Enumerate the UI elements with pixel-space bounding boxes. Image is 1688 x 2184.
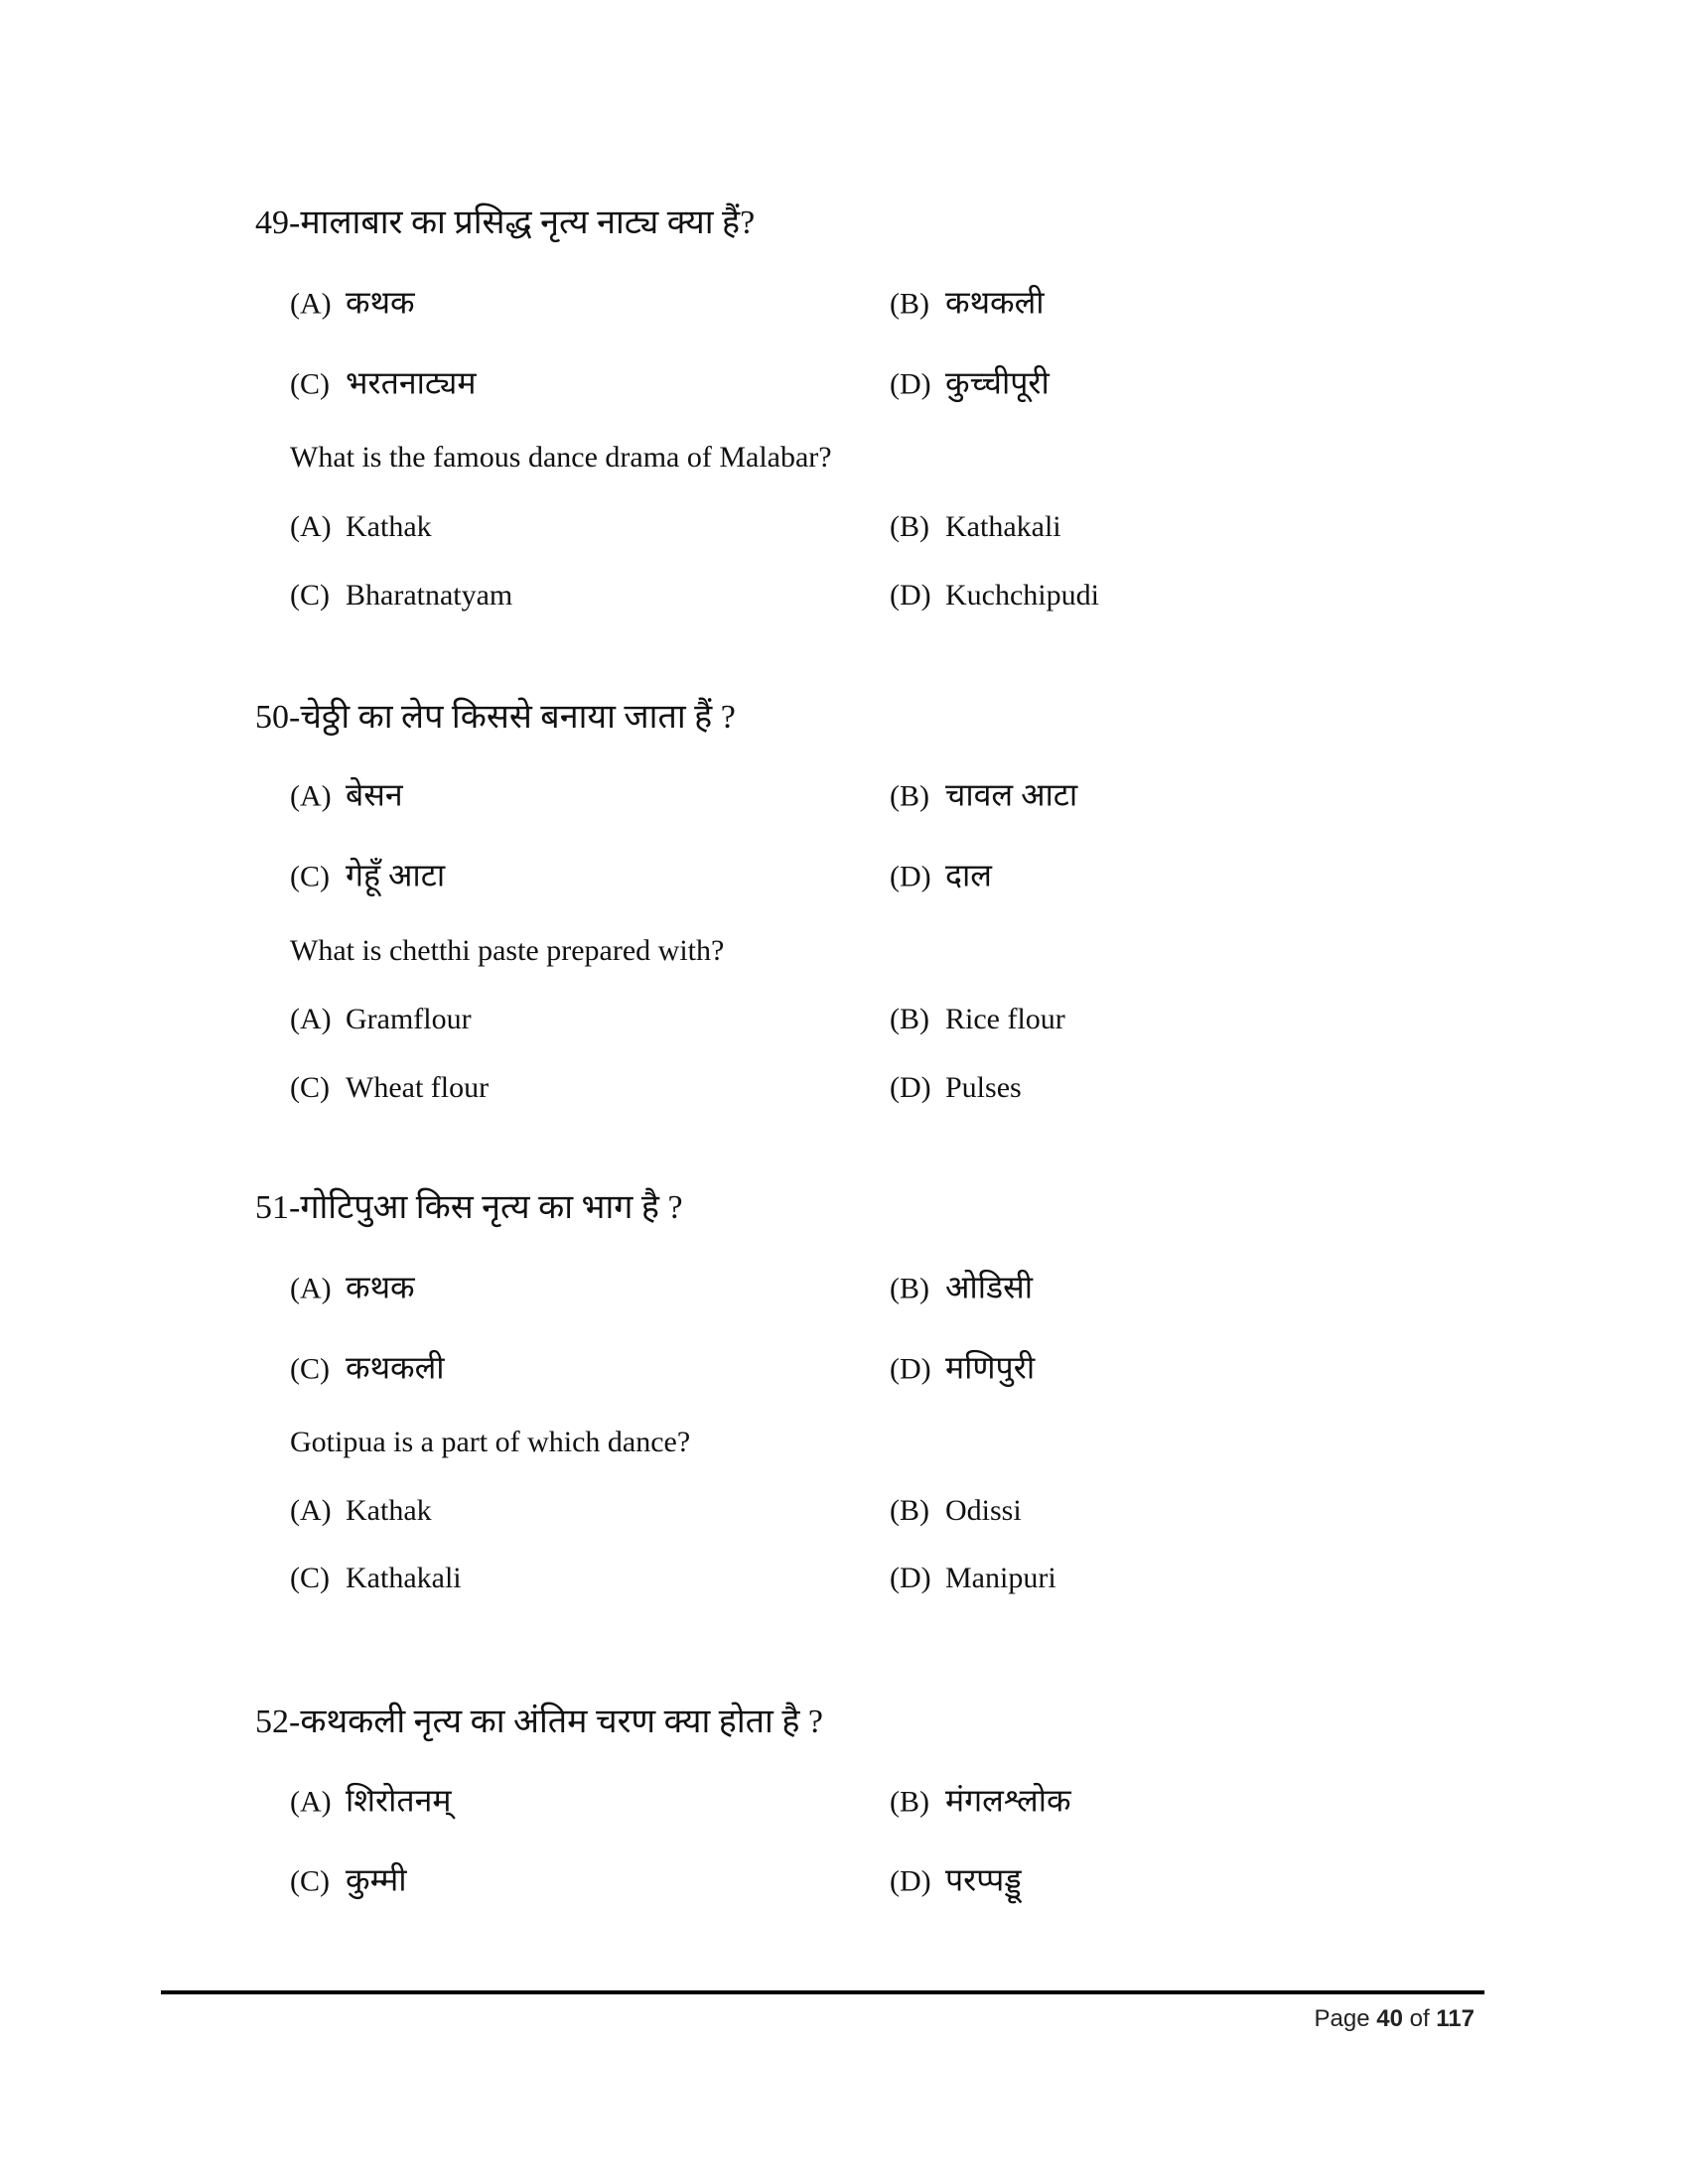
question-49-hindi <box>255 198 755 243</box>
option-text: कुम्मी <box>346 1861 407 1898</box>
option-label: (D) <box>890 1864 931 1898</box>
option-label: (A) <box>290 1494 332 1527</box>
option-label: (C) <box>290 1352 330 1386</box>
option-label: (A) <box>290 1785 332 1819</box>
option-b <box>890 510 1061 544</box>
option-text: Gramflour <box>346 1003 472 1035</box>
option-text: गेहूँ आटा <box>346 857 446 893</box>
option-label: (C) <box>290 579 330 612</box>
question-text: मालाबार का प्रसिद्ध नृत्य नाट्य क्या हैं? <box>300 205 756 241</box>
option-d <box>890 1858 1022 1901</box>
question-51-english: Gotipua is a part of which dance? <box>290 1426 691 1458</box>
option-text: बेसन <box>346 776 403 813</box>
option-b <box>890 281 1045 324</box>
option-text: कथकली <box>346 1349 445 1386</box>
question-number: 50- <box>255 699 301 736</box>
option-text: Odissi <box>945 1494 1022 1527</box>
option-text: Rice flour <box>945 1003 1065 1035</box>
option-c <box>290 579 512 613</box>
question-number: 51- <box>255 1189 301 1226</box>
of-word: of <box>1409 2005 1430 2032</box>
option-d <box>890 1071 1022 1105</box>
option-label: (C) <box>290 367 330 401</box>
option-text: ओडिसी <box>945 1269 1034 1305</box>
option-label: (A) <box>290 510 332 543</box>
option-label: (A) <box>290 779 332 813</box>
option-label: (B) <box>890 779 929 813</box>
option-text: कथक <box>346 284 415 321</box>
option-label: (B) <box>890 1785 929 1819</box>
question-50-hindi <box>255 692 736 738</box>
option-text: मंगलश्लोक <box>945 1782 1071 1819</box>
option-label: (B) <box>890 1494 929 1527</box>
option-label: (A) <box>290 287 332 321</box>
option-c <box>290 1562 462 1595</box>
question-number: 52- <box>255 1704 301 1740</box>
option-text: कथकली <box>945 284 1045 321</box>
option-a <box>290 1779 452 1822</box>
question-51-hindi <box>255 1182 683 1228</box>
option-d <box>890 1562 1056 1595</box>
option-label: (D) <box>890 1352 931 1386</box>
option-b <box>890 1494 1022 1528</box>
option-label: (A) <box>290 1272 332 1305</box>
option-d <box>890 854 992 896</box>
option-c <box>290 1858 407 1901</box>
option-b <box>890 773 1077 816</box>
option-text: Kathakali <box>945 510 1061 543</box>
option-d <box>890 579 1099 613</box>
option-text: Kathak <box>346 510 432 543</box>
option-text: कुच्चीपूरी <box>945 364 1050 401</box>
option-text: Bharatnatyam <box>346 579 513 612</box>
option-label: (D) <box>890 367 931 401</box>
option-c <box>290 854 445 896</box>
option-text: भरतनाट्यम <box>346 364 477 401</box>
option-a <box>290 773 403 816</box>
question-text: कथकली नृत्य का अंतिम चरण क्या होता है ? <box>300 1704 823 1740</box>
option-text: Pulses <box>945 1071 1022 1104</box>
option-label: (C) <box>290 860 330 893</box>
option-a <box>290 1003 472 1036</box>
option-b <box>890 1779 1071 1822</box>
question-text: चेठ्ठी का लेप किससे बनाया जाता हैं ? <box>300 699 736 736</box>
option-label: (D) <box>890 1071 931 1104</box>
option-label: (A) <box>290 1003 332 1035</box>
option-text: Manipuri <box>945 1562 1056 1594</box>
option-text: Kathakali <box>346 1562 462 1594</box>
option-text: कथक <box>346 1269 415 1305</box>
option-d <box>890 1346 1035 1389</box>
option-b <box>890 1003 1065 1036</box>
question-50-english: What is chetthi paste prepared with? <box>290 934 725 967</box>
option-label: (B) <box>890 1003 929 1035</box>
option-d <box>890 361 1050 404</box>
option-label: (D) <box>890 579 931 612</box>
option-b <box>890 1266 1033 1308</box>
total-pages: 117 <box>1436 2005 1475 2032</box>
option-label: (B) <box>890 510 929 543</box>
option-label: (D) <box>890 1562 931 1594</box>
current-page: 40 <box>1376 2005 1403 2032</box>
option-text: शिरोतनम् <box>346 1782 452 1819</box>
option-text: Kathak <box>346 1494 432 1527</box>
option-label: (B) <box>890 1272 929 1305</box>
question-number: 49- <box>255 205 301 241</box>
option-a <box>290 510 432 544</box>
question-49-english: What is the famous dance drama of Malabar? <box>290 441 832 474</box>
option-a <box>290 1266 415 1308</box>
option-label: (C) <box>290 1071 330 1104</box>
option-c <box>290 361 477 404</box>
option-text: Kuchchipudi <box>945 579 1099 612</box>
option-text: Wheat flour <box>346 1071 490 1104</box>
option-label: (C) <box>290 1562 330 1594</box>
option-text: चावल आटा <box>945 776 1078 813</box>
footer-divider <box>161 1990 1484 1994</box>
option-text: परप्पड्डू <box>945 1861 1022 1898</box>
question-text: गोटिपुआ किस नृत्य का भाग है ? <box>300 1189 683 1226</box>
question-52-hindi <box>255 1697 823 1742</box>
page-number <box>1314 2005 1475 2033</box>
option-a <box>290 1494 432 1528</box>
page-word: Page <box>1314 2005 1370 2032</box>
option-text: दाल <box>945 857 992 893</box>
option-c <box>290 1071 489 1105</box>
option-text: मणिपुरी <box>945 1349 1036 1386</box>
option-label: (B) <box>890 287 929 321</box>
option-label: (D) <box>890 860 931 893</box>
option-label: (C) <box>290 1864 330 1898</box>
option-c <box>290 1346 445 1389</box>
option-a <box>290 281 415 324</box>
